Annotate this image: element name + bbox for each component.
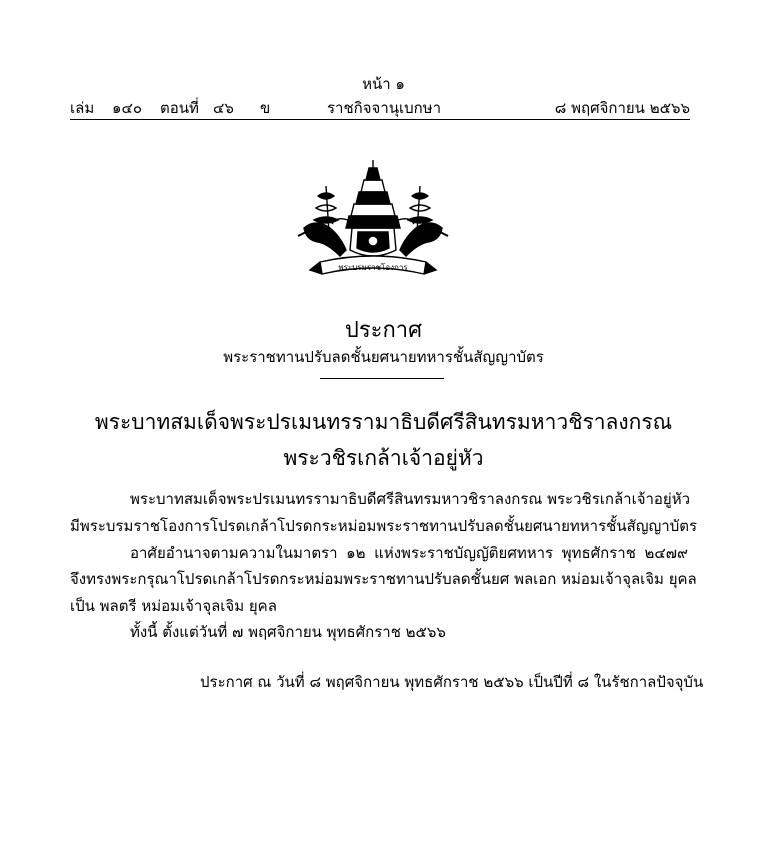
section-type: ข — [260, 99, 271, 117]
title-divider — [320, 378, 444, 379]
volume-number: ๑๔๐ — [112, 99, 143, 117]
body-paragraph-2-line-1: อาศัยอำนาจตามความในมาตรา ๑๒ แห่งพระราชบัญญัติยศทหาร พุทธศักราช ๒๔๗๙ — [130, 544, 688, 562]
announcement-title: ประกาศ — [344, 318, 423, 343]
volume-label: เล่ม — [70, 99, 95, 117]
body-paragraph-1-line-2: มีพระบรมราชโองการโปรดเกล้าโปรดกระหม่อมพระราชทานปรับลดชั้นยศนายทหารชั้นสัญญาบัตร — [70, 517, 698, 535]
section-number: ๔๖ — [213, 99, 234, 117]
emblem-banner-text: พระบรมราชโองการ — [338, 263, 408, 272]
page-number: หน้า ๑ — [362, 75, 405, 93]
king-title-line-1: พระบาทสมเด็จพระปรเมนทรรามาธิบดีศรีสินทรมหาวชิราลงกรณ — [94, 410, 673, 434]
body-paragraph-3-line-1: ทั้งนี้ ตั้งแต่วันที่ ๗ พฤศจิกายน พุทธศักราช ๒๕๖๖ — [130, 623, 446, 641]
gazette-header — [70, 96, 690, 118]
header-divider — [70, 119, 690, 120]
announcement-subtitle: พระราชทานปรับลดชั้นยศนายทหารชั้นสัญญาบัตร — [223, 348, 544, 366]
signoff-line: ประกาศ ณ วันที่ ๘ พฤศจิกายน พุทธศักราช ๒๕๖๖ เป็นปีที่ ๘ ในรัชกาลปัจจุบัน — [200, 673, 704, 691]
royal-garuda-emblem-icon — [296, 158, 451, 283]
body-paragraph-2-line-2: จึงทรงพระกรุณาโปรดเกล้าโปรดกระหม่อมพระราชทานปรับลดชั้นยศ พลเอก หม่อมเจ้าจุลเจิม ยุคล — [70, 570, 697, 588]
section-label: ตอนที่ — [160, 99, 199, 117]
king-title-line-2: พระวชิรเกล้าเจ้าอยู่หัว — [283, 446, 484, 470]
publication-name: ราชกิจจานุเบกษา — [327, 99, 442, 117]
publication-date: ๘ พฤศจิกายน ๒๕๖๖ — [554, 99, 690, 117]
body-paragraph-2-line-3: เป็น พลตรี หม่อมเจ้าจุลเจิม ยุคล — [70, 597, 277, 615]
body-paragraph-1-line-1: พระบาทสมเด็จพระปรเมนทรรามาธิบดีศรีสินทรมหาวชิราลงกรณ พระวชิรเกล้าเจ้าอยู่หัว — [130, 490, 691, 508]
